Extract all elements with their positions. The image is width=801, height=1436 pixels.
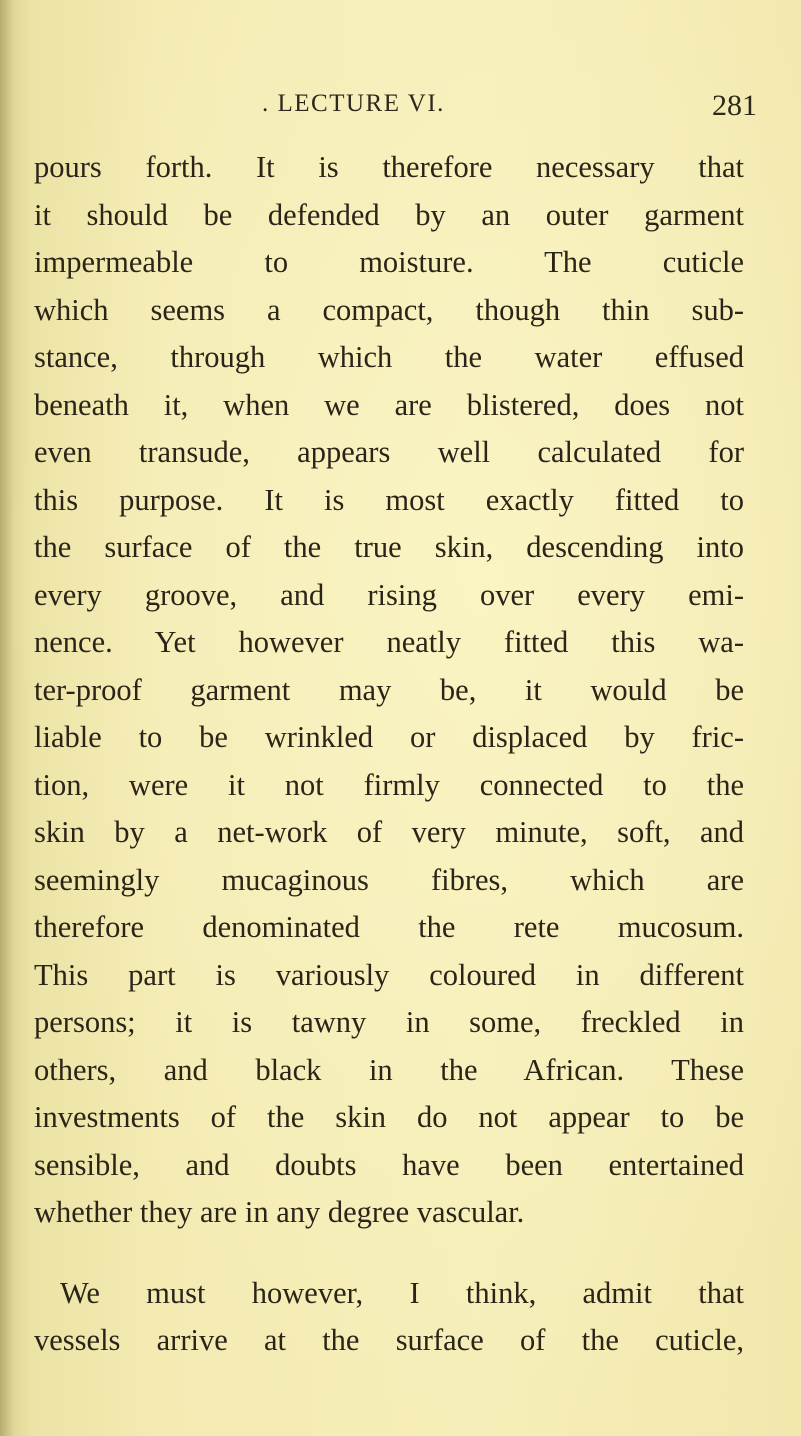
text-line: beneath it, when we are blistered, does not xyxy=(34,387,744,422)
text-line: whether they are in any degree vascular. xyxy=(34,1195,525,1229)
text-line: impermeable to moisture. The cuticle xyxy=(34,245,744,279)
text-line: seemingly mucaginous fibres, which are xyxy=(34,862,744,897)
body-text xyxy=(34,144,744,1365)
text-line: the surface of the true skin, descending into xyxy=(34,530,744,564)
text-line: sensible, and doubts have been entertained xyxy=(34,1147,744,1182)
text-line: this purpose. It is most exactly fitted to xyxy=(34,482,744,517)
text-line: liable to be wrinkled or displaced by fric- xyxy=(34,720,744,754)
text-line: stance, through which the water effused xyxy=(34,340,744,374)
text-line: even transude, appears well calculated for xyxy=(34,435,744,469)
running-head xyxy=(0,84,801,124)
text-line: others, and black in the African. These xyxy=(34,1052,744,1087)
text-line: This part is variously coloured in different xyxy=(34,957,744,992)
text-line: investments of the skin do not appear to be xyxy=(34,1100,744,1134)
text-line: which seems a compact, though thin sub- xyxy=(34,292,744,327)
text-line: pours forth. It is therefore necessary that xyxy=(34,150,744,184)
text-line: therefore denominated the rete mucosum. xyxy=(34,910,744,944)
text-line: tion, were it not firmly connected to the xyxy=(34,767,744,802)
page-number: 281 xyxy=(712,89,757,122)
text-line: vessels arrive at the surface of the cuticle, xyxy=(34,1323,744,1357)
text-line: We must however, I think, admit that xyxy=(60,1275,744,1310)
text-line: every groove, and rising over every emi- xyxy=(34,577,744,612)
paragraph-gap xyxy=(34,1237,744,1270)
text-line: nence. Yet however neatly fitted this wa- xyxy=(34,625,744,659)
running-title: . LECTURE VI. xyxy=(262,90,445,117)
text-line: ter-proof garment may be, it would be xyxy=(34,672,744,707)
paragraph-2 xyxy=(34,1270,744,1365)
text-line: persons; it is tawny in some, freckled in xyxy=(34,1005,744,1039)
text-line: it should be defended by an outer garment xyxy=(34,197,744,232)
spine-shadow xyxy=(0,0,14,1436)
text-line: skin by a net-work of very minute, soft, and xyxy=(34,815,744,849)
paragraph-1 xyxy=(34,144,744,1237)
